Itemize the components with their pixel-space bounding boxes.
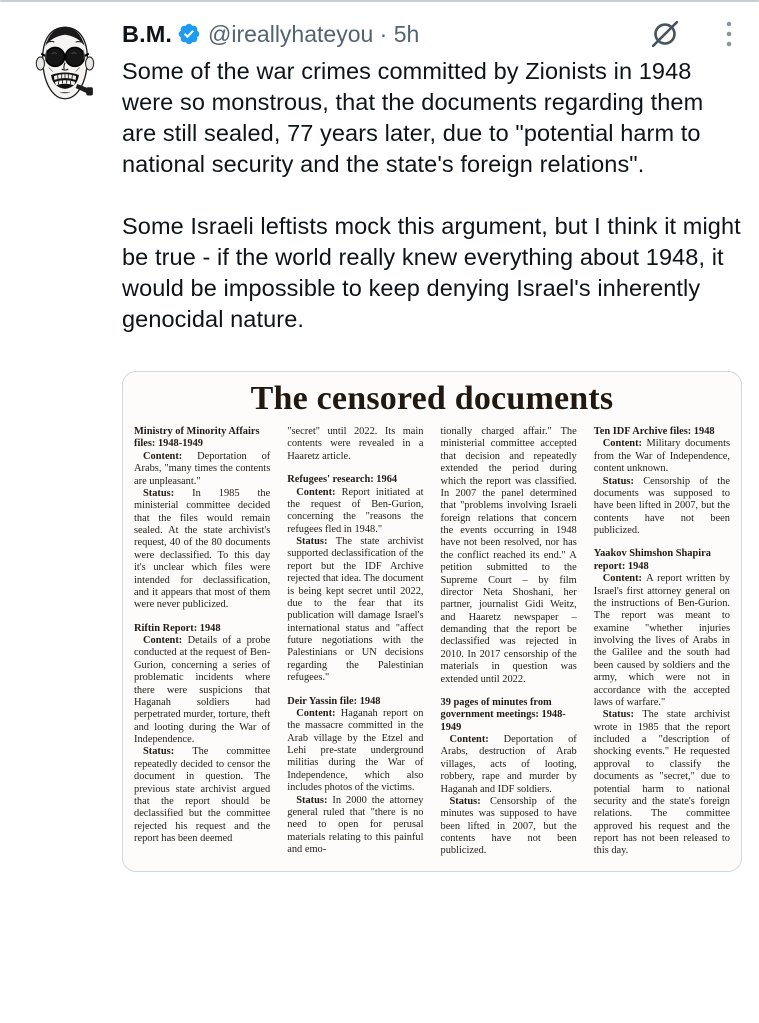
article-paragraph: Status: In 1985 the ministerial committee decided that the files would remain sealed. At the state archivist's request, 40 of the 80 documents were declassified. To this day it's unclear which files were intended for declassification, and it appears that most of them were never publicized.	[134, 487, 271, 611]
more-vertical-icon[interactable]	[720, 19, 738, 49]
article-paragraph: Content: Haganah report on the massacre committed in the Arab village by the Etzel and Lehi pre-state underground militias during the War of Independence, which also includes photos of the victims.	[287, 707, 424, 794]
tweet-paragraph-1: Some of the war crimes committed by Zionists in 1948 were so monstrous, that the documents regarding them are still sealed, 77 years later, due to "potential harm to national security and the state's foreign relations".	[122, 58, 704, 177]
tweet-text	[122, 56, 744, 335]
article-paragraph: Status: The state archivist wrote in 1985 that the report included a "description of shocking events." He requested approval to classify the documents as "secret," due to potential harm to national security and the state's foreign relations. The committee approved his request and the report has not been released to this day.	[593, 709, 730, 857]
display-name[interactable]: B.M.	[122, 20, 173, 47]
article-entry-heading: Yaakov Shimshon Shapira report: 1948	[593, 548, 711, 572]
article-column	[134, 426, 270, 858]
article-entry-heading: Ministry of Minority Affairs files: 1948-1949	[134, 426, 260, 450]
embedded-newspaper-image[interactable]	[122, 371, 742, 872]
article-entry-heading: Riftin Report: 1948	[134, 622, 221, 634]
article-paragraph: Status: The state archivist supported declassification of the report but the IDF Archive rejected that idea. The document is being kept secret until 2022, due to the fear that its publication will damage Israel's international status and "affect future negotiations with the Palestinians or UN decisions regarding the Palestinian refugees."	[287, 536, 424, 684]
article-paragraph: tionally charged affair." The ministerial committee accepted that decision and repeatedly extended the period during which the report was classified. In 2007 the panel determined that "problems involving Israeli foreign relations that concern the events occurring in 1948 have not been resolved, nor has the conflict reached its end." A petition submitted to the Supreme Court – by film director Neta Shoshani, her partner, journalist Gidi Weitz, and Haaretz newspaper – demanding that the report be declassified was rejected in 2010. In 2017 censorship of the materials in question was extended until 2022.	[440, 426, 577, 685]
article-title: The censored documents	[250, 380, 614, 417]
grok-icon[interactable]	[650, 19, 680, 49]
article-entry-heading: Ten IDF Archive files: 1948	[593, 426, 715, 437]
article-entry-heading: Deir Yassin file: 1948	[287, 695, 381, 707]
article-entry-heading: Refugees' research: 1964	[287, 474, 398, 486]
article-paragraph: Status: Censorship of the documents was supposed to have been lifted in 2007, but the contents have not been publicized.	[593, 475, 730, 536]
article-paragraph: Content: Deportation of Arabs, destruction of Arab villages, acts of looting, robbery, rape and murder by Haganah and IDF soldiers.	[440, 734, 577, 795]
handle-and-timestamp[interactable]: @ireallyhateyou · 5h	[208, 20, 420, 47]
article-paragraph: Status: Censorship of the minutes was supposed to have been lifted in 2007, but the contents have not been publicized.	[440, 795, 577, 857]
article-column	[287, 426, 423, 858]
article-paragraph: Content: Military documents from the War of Independence, content unknown.	[593, 438, 730, 475]
article-column	[594, 426, 730, 858]
avatar-sketch-image	[24, 20, 106, 102]
article-paragraph: Content: Deportation of Arabs, "many times the contents are unpleasant."	[134, 450, 271, 487]
article-paragraph: Status: In 2000 the attorney general ruled that "there is no need to open for perusal materials relating to this painful and emo-	[287, 794, 424, 855]
tweet-post	[24, 16, 744, 872]
article-paragraph: Content: A report written by Israel's first attorney general on the instructions of Ben-Gurion. The report was meant to examine "whether injuries involving the lives of Arabs in the Galilee and the south had been caused by soldiers and the army, which were not in accordance with the accepted laws of warfare."	[593, 573, 730, 708]
article-columns	[134, 426, 730, 858]
article-paragraph: Content: Report initiated at the request of Ben-Gurion, concerning the "reasons the refugees fled in 1948."	[287, 486, 424, 535]
avatar[interactable]	[24, 20, 106, 102]
article-paragraph: "secret" until 2022. Its main contents were revealed in a Haaretz article.	[287, 426, 424, 462]
top-divider	[0, 0, 759, 2]
tweet-paragraph-2: Some Israeli leftists mock this argument, but I think it might be true - if the world really knew everything about 1948, it would be impossible to keep denying Israel's inherently genocidal nature.	[122, 213, 741, 332]
post-header	[122, 16, 744, 52]
article-paragraph: Content: Details of a probe conducted at the request of Ben-Gurion, concerning a series of problematic incidents where there were suspicions that Haganah soldiers had perpetrated murder, torture, theft and looting during the War of Independence.	[134, 635, 271, 745]
verified-badge-icon	[177, 22, 201, 46]
article-paragraph: Status: The committee repeatedly decided to censor the document in question. The previous state archivist argued that the report should be declassified but the committee rejected his request and the report has been deemed	[134, 746, 271, 844]
article-column	[441, 426, 577, 858]
article-entry-heading: 39 pages of minutes from government meetings: 1948-1949	[440, 696, 566, 733]
